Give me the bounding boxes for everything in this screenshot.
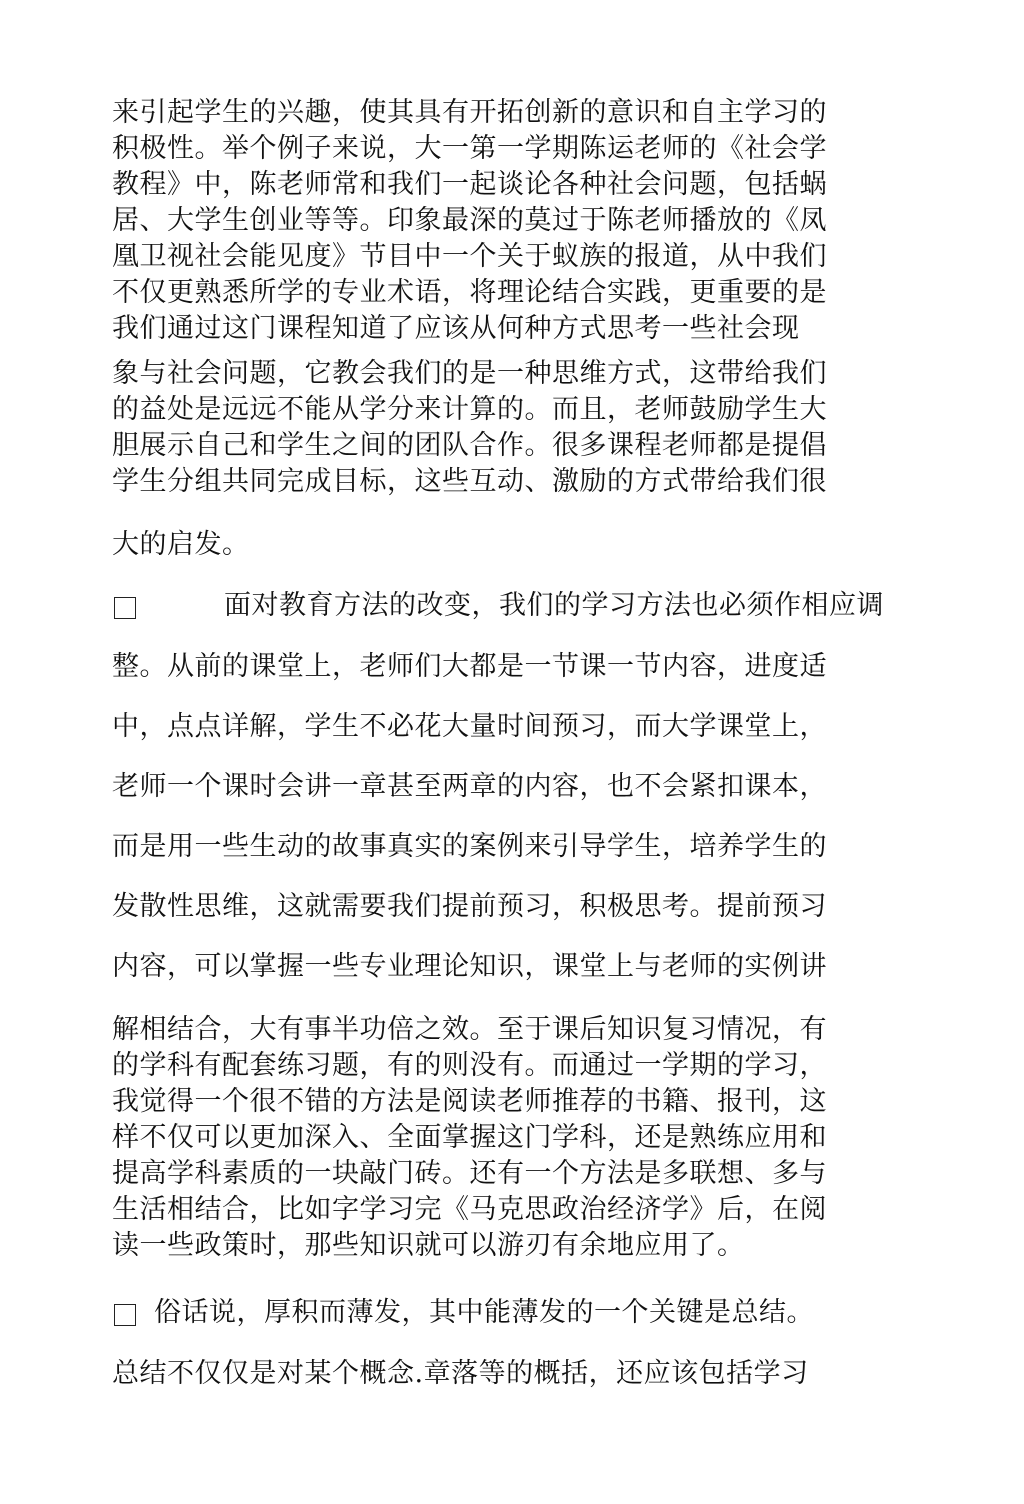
text-line: 不仅更熟悉所学的专业术语，将理论结合实践，更重要的是 bbox=[112, 277, 827, 308]
text-line: 解相结合，大有事半功倍之效。至于课后知识复习情况，有 bbox=[112, 1014, 827, 1045]
text-line: 发散性思维，这就需要我们提前预习，积极思考。提前预习 bbox=[112, 891, 827, 922]
text-line: 我们通过这门课程知道了应该从何种方式思考一些社会现 bbox=[112, 313, 800, 344]
text-line: 样不仅可以更加深入、全面掌握这门学科，还是熟练应用和 bbox=[112, 1122, 827, 1153]
text-line: 大的启发。 bbox=[112, 529, 250, 560]
text-line: 老师一个课时会讲一章甚至两章的内容，也不会紧扣课本， bbox=[112, 771, 827, 802]
text-line: 生活相结合，比如字学习完《马克思政治经济学》后，在阅 bbox=[112, 1194, 827, 1225]
text-line: 居、大学生创业等等。印象最深的莫过于陈老师播放的《凤 bbox=[112, 205, 827, 236]
text-line: 而是用一些生动的故事真实的案例来引导学生，培养学生的 bbox=[112, 831, 827, 862]
checkbox-icon bbox=[114, 597, 136, 619]
text-line: 整。从前的课堂上，老师们大都是一节课一节内容，进度适 bbox=[112, 651, 827, 682]
text-line: 象与社会问题，它教会我们的是一种思维方式，这带给我们 bbox=[112, 358, 827, 389]
text-line: 俗话说，厚积而薄发，其中能薄发的一个关键是总结。 bbox=[154, 1297, 814, 1328]
text-line: 学生分组共同完成目标，这些互动、激励的方式带给我们很 bbox=[112, 466, 827, 497]
checkbox-icon bbox=[114, 1304, 136, 1326]
text-line: 中，点点详解，学生不必花大量时间预习，而大学课堂上， bbox=[112, 711, 827, 742]
text-line: 的学科有配套练习题，有的则没有。而通过一学期的学习， bbox=[112, 1050, 827, 1081]
text-line: 面对教育方法的改变，我们的学习方法也必须作相应调 bbox=[224, 590, 884, 621]
text-line: 我觉得一个很不错的方法是阅读老师推荐的书籍、报刊，这 bbox=[112, 1086, 827, 1117]
text-line: 的益处是远远不能从学分来计算的。而且，老师鼓励学生大 bbox=[112, 394, 827, 425]
text-line: 读一些政策时，那些知识就可以游刃有余地应用了。 bbox=[112, 1230, 745, 1261]
text-line: 胆展示自己和学生之间的团队合作。很多课程老师都是提倡 bbox=[112, 430, 827, 461]
text-line: 教程》中，陈老师常和我们一起谈论各种社会问题，包括蜗 bbox=[112, 169, 827, 200]
text-line: 凰卫视社会能见度》节目中一个关于蚁族的报道，从中我们 bbox=[112, 241, 827, 272]
text-line: 积极性。举个例子来说，大一第一学期陈运老师的《社会学 bbox=[112, 133, 827, 164]
text-line: 提高学科素质的一块敲门砖。还有一个方法是多联想、多与 bbox=[112, 1158, 827, 1189]
text-line: 来引起学生的兴趣，使其具有开拓创新的意识和自主学习的 bbox=[112, 97, 827, 128]
text-line: 内容，可以掌握一些专业理论知识，课堂上与老师的实例讲 bbox=[112, 951, 827, 982]
text-line: 总结不仅仅是对某个概念.章落等的概括，还应该包括学习 bbox=[112, 1358, 809, 1389]
